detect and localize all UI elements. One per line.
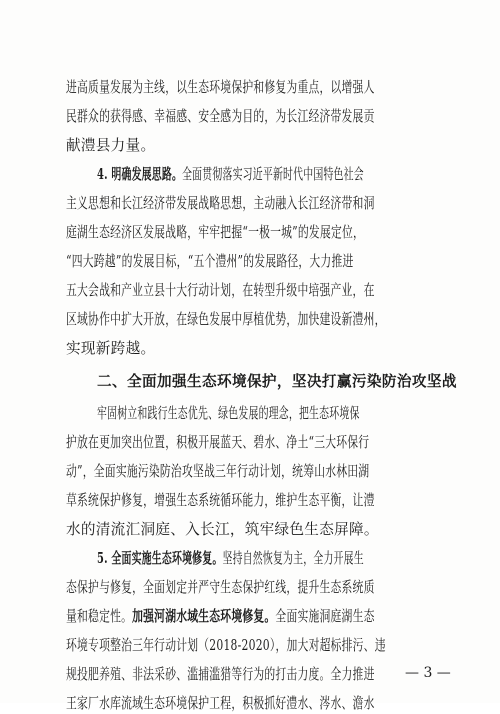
text-segment: 进高质量发展为主线，以生态环境保护和修复为重点，以增强人 bbox=[66, 79, 375, 96]
text-line bbox=[66, 310, 436, 330]
section-heading bbox=[97, 372, 500, 392]
text-segment: 王家厂水库流域生态环境保护工程，积极抓好澧水、涔水、澹水 bbox=[66, 695, 375, 712]
text-line bbox=[66, 578, 436, 598]
text-segment: 全面实施洞庭湖生态 bbox=[275, 608, 375, 625]
text-segment: 护放在更加突出位置，积极开展蓝天、碧水、净土“三大环保行 bbox=[66, 434, 370, 451]
text-line bbox=[97, 549, 436, 569]
text-line bbox=[66, 462, 436, 482]
text-segment: 草系统保护修复，增强生态系统循环能力，维护生态平衡，让澧 bbox=[66, 492, 375, 509]
text-line bbox=[66, 607, 436, 627]
bold-text-segment: 4. 明确发展思路。 bbox=[97, 166, 183, 183]
text-segment: 五大会战和产业立县十大行动计划，在转型升级中培强产业，在 bbox=[66, 282, 375, 299]
text-line bbox=[66, 520, 500, 540]
text-line bbox=[66, 252, 436, 272]
text-segment: 坚持自然恢复为主，全力开展生 bbox=[222, 550, 364, 567]
text-segment: 水的清流汇洞庭、入长江，筑牢绿色生态屏障。 bbox=[66, 521, 379, 538]
text-line bbox=[97, 165, 436, 185]
text-segment: 全面贯彻落实习近平新时代中国特色社会 bbox=[182, 166, 364, 183]
text-line bbox=[66, 636, 436, 656]
text-line bbox=[66, 433, 436, 453]
text-line bbox=[66, 78, 436, 98]
text-segment: 主义思想和长江经济带发展战略思想，主动融入长江经济带和洞 bbox=[66, 195, 375, 212]
text-segment: 态保护与修复，全面划定并严守生态保护红线，提升生态系统质 bbox=[66, 579, 375, 596]
text-segment: 动”，全面实施污染防治攻坚战三年行动计划，统筹山水林田湖 bbox=[66, 463, 370, 480]
text-segment: 庭湖生态经济区发展战略，牢牢把握“一极一城”的发展定位， bbox=[66, 224, 365, 241]
text-segment: 区域协作中扩大开放，在绿色发展中厚植优势，加快建设新澧州， bbox=[66, 311, 386, 328]
text-segment: 献澧县力量。 bbox=[66, 137, 156, 154]
text-segment: 牢固树立和践行生态优先、绿色发展的理念，把生态环境保 bbox=[97, 405, 360, 422]
bold-text-segment: 5. 全面实施生态环境修复。 bbox=[97, 550, 223, 567]
text-line bbox=[66, 491, 436, 511]
text-segment: 环境专项整治三年行动计划（2018-2020），加大对超标排污、违 bbox=[66, 637, 386, 654]
text-line bbox=[97, 404, 436, 424]
text-segment: 实现新跨越。 bbox=[66, 340, 156, 357]
text-line bbox=[66, 281, 436, 301]
text-line bbox=[66, 194, 436, 214]
text-line bbox=[66, 339, 500, 359]
text-line bbox=[66, 107, 436, 127]
text-segment: 量和稳定性。 bbox=[66, 608, 133, 625]
text-segment: 规投肥养殖、非法采砂、滥捕滥猎等行为的打击力度。全力推进 bbox=[66, 666, 375, 683]
text-line bbox=[66, 223, 436, 243]
page-number: — 3 — bbox=[405, 665, 451, 681]
text-line bbox=[66, 694, 436, 714]
text-segment: 民群众的获得感、幸福感、安全感为目的，为长江经济带发展贡 bbox=[66, 108, 375, 125]
bold-text-segment: 二、全面加强生态环境保护，坚决打赢污染防治攻坚战 bbox=[97, 373, 457, 390]
text-line bbox=[66, 665, 436, 685]
text-line bbox=[66, 136, 500, 156]
bold-text-segment: 加强河湖水域生态环境修复。 bbox=[132, 608, 276, 625]
text-segment: “四大跨越”的发展目标，“五个澧州”的发展路径，大力推进 bbox=[66, 253, 354, 270]
